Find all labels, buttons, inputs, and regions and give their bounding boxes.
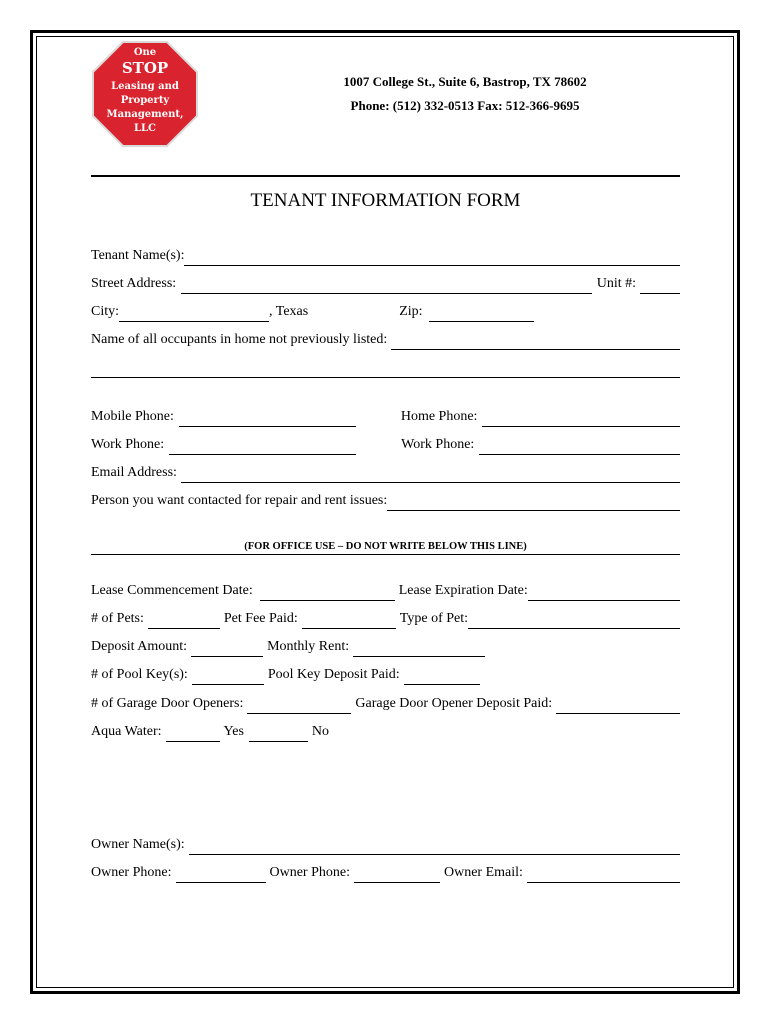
city-label: City: — [91, 304, 120, 319]
street-address-label: Street Address: — [91, 276, 177, 291]
logo-line-property: Property — [120, 95, 170, 106]
work-phone-field[interactable] — [169, 439, 356, 455]
lease-start-label: Lease Commencement Date: — [91, 583, 253, 598]
pet-type-label: Type of Pet: — [399, 611, 469, 626]
email-label: Email Address: — [91, 465, 177, 480]
owner-email-field[interactable] — [527, 867, 680, 883]
tenant-names-row — [91, 246, 680, 266]
pool-deposit-field[interactable] — [404, 669, 480, 685]
aqua-no-label: No — [311, 724, 330, 739]
owner-phone-2-field[interactable] — [354, 867, 440, 883]
occupants-row-continued — [91, 358, 680, 378]
owner-email-label: Owner Email: — [444, 865, 523, 880]
pet-type-field[interactable] — [468, 613, 680, 629]
aqua-yes-label: Yes — [223, 724, 244, 739]
tenant-names-label: Tenant Name(s): — [91, 248, 185, 263]
owner-phone-label: Owner Phone: — [91, 865, 172, 880]
contact-person-label: Person you want contacted for repair and rent issues: — [91, 493, 388, 508]
lease-start-field[interactable] — [260, 585, 395, 601]
pets-row — [91, 609, 680, 629]
occupants-row — [91, 330, 680, 350]
header-divider — [91, 175, 680, 177]
deposit-rent-row — [91, 637, 680, 657]
pool-keys-field[interactable] — [192, 669, 264, 685]
owner-names-label: Owner Name(s): — [91, 837, 185, 852]
garage-deposit-label: Garage Door Opener Deposit Paid: — [355, 696, 553, 711]
logo-line-llc: LLC — [133, 123, 157, 134]
street-address-field[interactable] — [181, 278, 592, 294]
logo-line-leasing: Leasing and — [111, 81, 179, 92]
tenant-names-field[interactable] — [184, 250, 680, 266]
logo-line-stop: STOP — [121, 59, 169, 77]
aqua-water-label: Aqua Water: — [91, 724, 162, 739]
unit-label: Unit #: — [596, 276, 636, 291]
deposit-label: Deposit Amount: — [91, 639, 188, 654]
garage-openers-row — [91, 694, 680, 714]
phone-row-1 — [91, 407, 680, 427]
unit-field[interactable] — [640, 278, 680, 294]
pets-label: # of Pets: — [91, 611, 144, 626]
home-phone-label: Home Phone: — [400, 409, 478, 424]
office-use-divider — [91, 540, 680, 555]
garage-deposit-field[interactable] — [556, 698, 680, 714]
garage-openers-label: # of Garage Door Openers: — [91, 696, 244, 711]
logo-line-one: One — [133, 47, 157, 58]
mobile-phone-field[interactable] — [179, 411, 356, 427]
company-phone: Phone: (512) 332-0513 Fax: 512-366-9695 — [350, 98, 580, 113]
company-address: 1007 College St., Suite 6, Bastrop, TX 78602 — [343, 74, 587, 89]
occupants-field-continued[interactable] — [91, 362, 680, 378]
pet-fee-label: Pet Fee Paid: — [223, 611, 298, 626]
contact-person-row — [91, 491, 680, 511]
occupants-label: Name of all occupants in home not previously listed: — [91, 332, 388, 347]
aqua-water-row — [91, 722, 680, 742]
rent-label: Monthly Rent: — [267, 639, 350, 654]
occupants-field[interactable] — [391, 334, 680, 350]
email-field[interactable] — [181, 467, 680, 483]
work-phone-label: Work Phone: — [91, 437, 165, 452]
pool-keys-row — [91, 665, 680, 685]
city-field[interactable] — [119, 306, 269, 322]
pets-field[interactable] — [148, 613, 220, 629]
home-phone-field[interactable] — [482, 411, 680, 427]
deposit-field[interactable] — [191, 641, 263, 657]
office-use-notice: (FOR OFFICE USE – DO NOT WRITE BELOW THIS LINE) — [244, 540, 527, 555]
work-phone-2-label: Work Phone: — [401, 437, 475, 452]
aqua-yes-field[interactable] — [166, 726, 220, 742]
rent-field[interactable] — [353, 641, 485, 657]
owner-phone-2-label: Owner Phone: — [269, 865, 350, 880]
work-phone-2-field[interactable] — [479, 439, 680, 455]
owner-names-row — [91, 835, 680, 855]
contact-person-field[interactable] — [387, 495, 680, 511]
email-row — [91, 463, 680, 483]
aqua-no-field[interactable] — [249, 726, 308, 742]
garage-openers-field[interactable] — [247, 698, 351, 714]
lease-end-field[interactable] — [528, 585, 680, 601]
form-title: TENANT INFORMATION FORM — [250, 190, 521, 211]
pool-keys-label: # of Pool Key(s): — [91, 667, 188, 682]
phone-row-2 — [91, 435, 680, 455]
lease-end-label: Lease Expiration Date: — [398, 583, 528, 598]
zip-label: Zip: — [399, 304, 423, 319]
stop-sign-logo — [91, 40, 199, 148]
pet-fee-field[interactable] — [302, 613, 396, 629]
logo-line-management: Management, — [106, 109, 184, 120]
city-zip-row — [91, 302, 680, 322]
company-header — [235, 70, 695, 118]
pool-deposit-label: Pool Key Deposit Paid: — [267, 667, 400, 682]
lease-dates-row — [91, 581, 680, 601]
mobile-phone-label: Mobile Phone: — [91, 409, 174, 424]
street-address-row — [91, 274, 680, 294]
owner-phone-field[interactable] — [176, 867, 266, 883]
owner-contact-row — [91, 863, 680, 883]
texas-label: , Texas — [269, 304, 309, 319]
owner-names-field[interactable] — [189, 839, 680, 855]
zip-field[interactable] — [429, 306, 534, 322]
